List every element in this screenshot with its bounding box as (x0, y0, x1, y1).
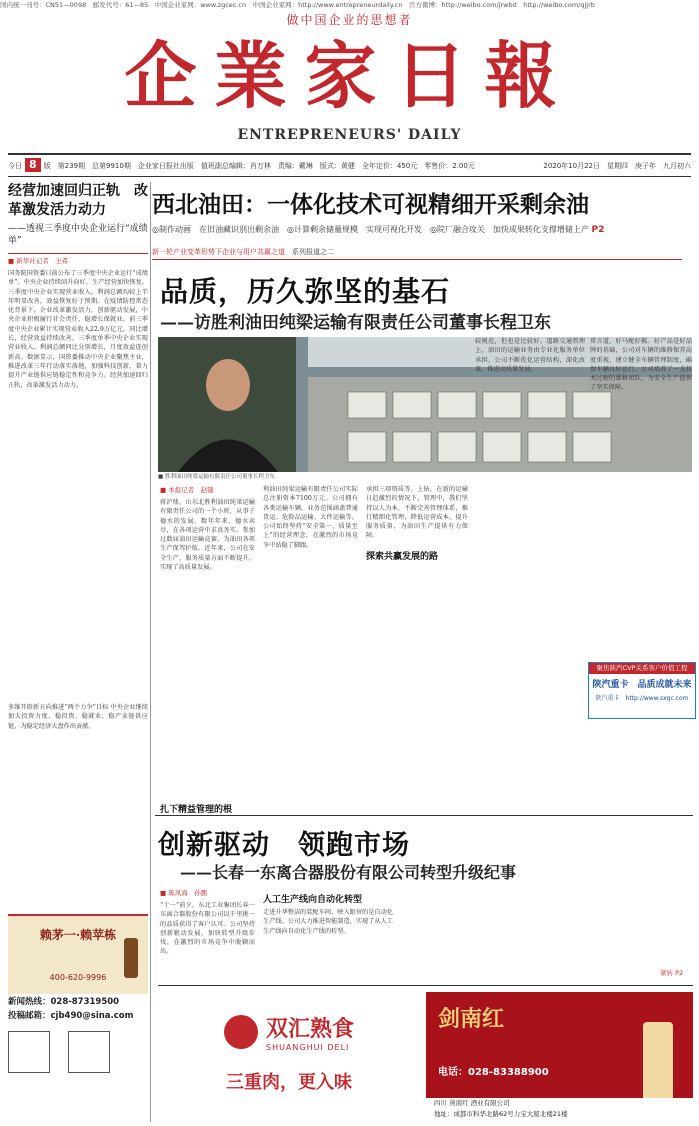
section-tag: 新一轮产业变革形势下企业与用户共赢之道 (152, 248, 285, 256)
left-column-story (8, 182, 148, 873)
story1-headline: 品质，历久弥坚的基石 (160, 275, 451, 308)
masthead-english: ENTREPRENEURS' DAILY (237, 127, 462, 143)
story2-subheadline: ——长春一东离合器股份有限公司转型升级纪事 (180, 863, 517, 882)
ad-right-body: 陕汽重卡 品质成就未来 (592, 680, 692, 690)
story1-subhead-b: 探索共赢发展的路 (366, 552, 439, 562)
shuanghui-name: 双汇熟食 (265, 1016, 354, 1042)
left-headline: 经营加速回归正轨 改革激发活力动力 (8, 183, 148, 218)
story1-col4-text: 较规范，但也是比较好。道路交通管理上，油田的运输业务由专业化服务单位承担，公司不断优化运营结构，深化改革，推进高质量发展。 (475, 338, 585, 373)
submission-email: 投稿邮箱：cjb490@sina.com (8, 1011, 134, 1021)
left-body-text: 国务院国资委日前公布了三季度中央企业运行“成绩单”。中央企业持续回升向好，生产经营加快恢复。三季度中央企业实现营业收入、利润总额均较上半年明显改善，效益恢复好于预期。在疫情防控常态化背景下，企业改革激发活力，创新驱动发展，中央企业积极履行社会责任，稳增长保就业。前三季度中央企业累计实现营业收入22.9万亿元，同比增长，经营效益持续改善。三季度单季中央企业实现营业收入、利润总额同比分别增长，月度效益连创新高。数据显示，国资委推动中央企业聚焦主业，推进改革三年行动落实落地，加强科技创新，着力提升产业链供应链稳定性和竞争力。经营加速回归正轨，改革激发活力动力。 (8, 270, 148, 389)
qr-code-1 (8, 1031, 50, 1073)
portrait-illustration (158, 337, 296, 472)
shuanghui-slogan: 三重肉，更入味 (226, 1072, 352, 1093)
masthead-rule (8, 153, 691, 155)
shuanghui-logo-icon (224, 1015, 258, 1049)
left-subheadline: ——透视三季度中央企业运行“成绩单” (8, 224, 148, 246)
story2-col2 (263, 888, 393, 978)
section-series: 系列报道之二 (292, 248, 334, 256)
jnc-brand: 剑南红 (438, 1006, 505, 1032)
ad-right-head: 聚焦陕汽CVP关系客户价值工程 (589, 663, 695, 674)
story1-byline: ■ 本报记者 赵键 (160, 486, 214, 494)
story2-col2-text: 走进升华整洁的装配车间，映入眼帘的是自动化生产线。公司大力推进智能制造，实现了从人工生产线向自动化生产线的转型。 (263, 909, 393, 935)
section-bar (152, 245, 682, 260)
contact-box (8, 995, 148, 1073)
jnc-bottle (643, 1022, 673, 1102)
story1-col1-text: 蒋沪鼎，山东北胜利油田纯梁运输有限责任公司的一个小班，从事子德水的发展。数年年来，德水卖尽，在各项运营中求真务实。参加过数届油田运输竞赛，为油田各项生产保驾护航。近年来，公司在安全生产、服务质量方面不断提升，实现了高质量发展。 (160, 499, 255, 572)
jnc-address: 地址：成都市科华北路62号力宝大厦北楼21楼 (434, 1110, 568, 1118)
bottom-ads (158, 985, 693, 1124)
banner-deck (152, 224, 672, 235)
banner-deck-text: ◎制作动画 在旧油藏识别出剩余油 ◎计算剩余储量规模 实现可视化开发 ◎院厂融合攻关 加快成果转化支撑增储上产 (152, 225, 589, 234)
column-divider (150, 182, 151, 1122)
info-rule (8, 176, 691, 177)
qr-code-2 (68, 1031, 110, 1073)
story2-col1-text: “十一”前夕，东北工业集团长春一东离合器股份有限公司以千里挑一的品质获得了客户认可。公司坚持创新驱动发展，加快转型升级步伐，在激烈的市场竞争中脱颖而出。 (160, 902, 255, 956)
today-label: 今日 (8, 162, 22, 170)
story2-byline: ■ 陈凤海 孙鹏 (160, 889, 208, 897)
jiannanhong-ad (426, 992, 693, 1122)
jnc-company: 四川 剑南红 酒业有限公司 (434, 1099, 510, 1107)
shaanxi-truck-ad (588, 662, 696, 719)
left-ad-brand: 赖茅一·赖苹栋 (39, 928, 117, 942)
story2-subhead-a: 人工生产线向自动化转型 (263, 895, 363, 905)
story-divider (155, 815, 693, 816)
left-liquor-ad (8, 914, 148, 994)
jnc-phone: 电话：028-83388900 (438, 1067, 549, 1078)
story1-col1 (160, 485, 255, 818)
news-hotline: 新闻热线：028-87319500 (8, 997, 120, 1007)
issue-date: 2020年10月22日 星期四 庚子年 九月初六 (543, 162, 691, 170)
masthead-motto: 做中国企业的思想者 (286, 13, 413, 27)
left-body-text-2: 多维开辟新方向推进“两个力争”目标 中央企业继续加大投资力度，稳投资、稳就业、稳产业链供应链，为稳定经济大盘作出贡献。 (8, 704, 148, 730)
page-number-badge: 8 (25, 158, 41, 172)
masthead-title: 企業家日報 (124, 33, 575, 118)
banner-headline: 西北油田：一体化技术可视精细开采剩余油 (152, 191, 589, 218)
portrait-caption: ■ 胜利油田纯梁运输有限责任公司董事长程卫东 (158, 474, 275, 480)
left-byline: ■ 新华社记者 王希 (8, 253, 148, 265)
story1-col2-text: 利油田纯梁运输有限责任公司实际总注册资本7100万元。公司拥有各类运输车辆，业务范围涵盖普通货运、危险品运输、大件运输等。公司始终坚持“安全第一、质量至上”的经营理念，在激烈的市场竞争中站稳了脚跟。 (263, 486, 358, 549)
issue-info-bar (8, 157, 691, 175)
story1-col3-text: 承担三项资质等。上钻，在新的运输日趋激烈的情况下，管理中，我们坚持以人为本，不断完善管理体系，推行精细化管理，降低运营成本，提升服务质量，为油田生产提供有力保障。 (366, 486, 468, 540)
story1-subheadline: ——访胜利油田纯梁运输有限责任公司董事长程卫东 (160, 313, 551, 333)
top-info-strip: 国内统一刊号：CN51—0098 邮发代号：61—85 中国企业家网：www.zgcec.cn 中国企业家网：http://www.entrepreneurdaily.cn 官方微博：http://weibo.com/jrwbd http://weibo.com/qjjrb (0, 1, 595, 9)
story1-subhead-a: 扎下精益管理的根 (160, 805, 233, 815)
portrait-photo (158, 337, 296, 472)
story1-col5 (590, 337, 692, 647)
shuanghui-ad (158, 992, 420, 1122)
left-ad-phone: 400-620-9996 (49, 973, 107, 982)
story2-col1 (160, 888, 255, 981)
banner-page-ref: P2 (591, 225, 605, 235)
bottle-image (124, 938, 138, 978)
jnc-footer (426, 1098, 693, 1122)
ad-right-url: 陕汽重卡 http://www.sxqc.com (595, 695, 689, 702)
story2-page-ref: 紧转 P2 (660, 969, 684, 977)
shuanghui-english: SHUANGHUI DELI (265, 1043, 350, 1052)
issue-details: 版 第239期 总第9910期 企业家日报社出版 值班副总编辑：肖万林 责编：戴琳 版式：黄健 全年定价：450元 零售价：2.00元 (43, 162, 475, 170)
story1-col5-text: 常言道，好马配好鞍。好产品是好品牌的基础，公司对车辆的维修保养高度重视，建立健全车辆管理制度，确保车辆良好运行。公司培养了一支技术过硬的维修团队，为安全生产提供了坚实保障。 (590, 338, 692, 392)
story1-col4 (475, 337, 585, 637)
story1-col3 (366, 485, 468, 565)
story1-col2 (263, 485, 358, 805)
story2-headline: 创新驱动 领跑市场 (158, 830, 410, 861)
